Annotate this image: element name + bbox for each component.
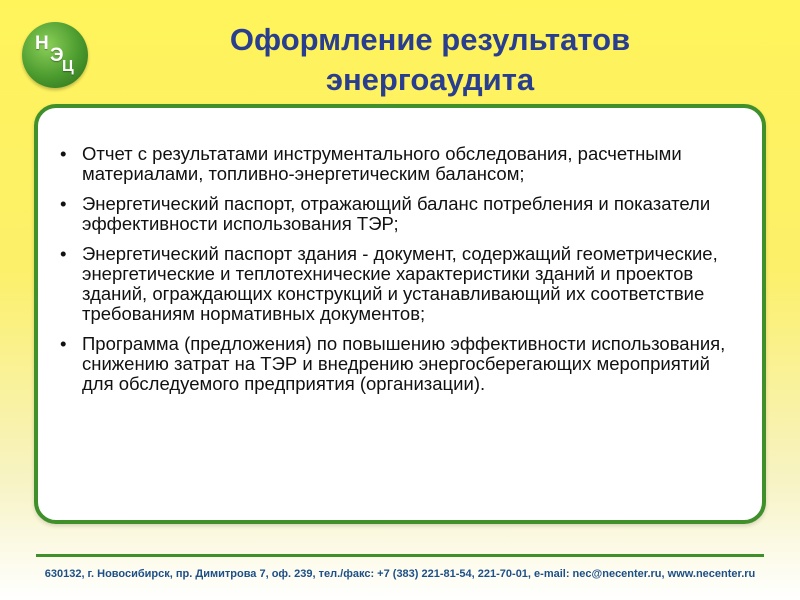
content-panel xyxy=(34,104,766,524)
slide-title xyxy=(150,20,710,100)
footer-divider xyxy=(36,554,764,557)
list-item xyxy=(58,244,738,324)
list-item-text: Энергетический паспорт здания - документ, содержащий геометрические, энергетические и теплотехнические характеристики зданий и проектов зданий, ограждающих конструкций и устанавливающий их соответствие требованиям нормативных документов; xyxy=(82,243,718,324)
footer-contacts: 630132, г. Новосибирск, пр. Димитрова 7, оф. 239, тел./факс: +7 (383) 221-81-54, 221-70-01, e-mail: nec@necenter.ru, www.necenter.ru xyxy=(44,568,756,580)
bullet-icon: • xyxy=(60,193,67,214)
logo-letter-1: Н xyxy=(35,33,49,54)
list-item-text: Энергетический паспорт, отражающий баланс потребления и показатели эффективности использования ТЭР; xyxy=(82,193,711,234)
bullet-icon: • xyxy=(60,243,67,264)
slide-title-line-2: энергоаудита xyxy=(325,62,535,97)
list-item-text: Отчет с результатами инструментального обследования, расчетными материалами, топливно-энергетическим балансом; xyxy=(82,143,682,184)
logo-letter-2: Э xyxy=(50,45,64,66)
list-item xyxy=(58,194,738,234)
bullet-icon: • xyxy=(60,143,67,164)
bullet-icon: • xyxy=(60,333,67,354)
logo xyxy=(22,22,88,88)
list-item xyxy=(58,334,738,394)
bullet-list xyxy=(38,108,762,394)
list-item-text: Программа (предложения) по повышению эффективности использования, снижению затрат на ТЭР и внедрению энергосберегающих мероприятий для обследуемого предприятия (организации). xyxy=(82,333,726,394)
logo-letter-3: Ц xyxy=(62,58,74,75)
list-item xyxy=(58,144,738,184)
slide-title-line-1: Оформление результатов xyxy=(229,22,631,57)
